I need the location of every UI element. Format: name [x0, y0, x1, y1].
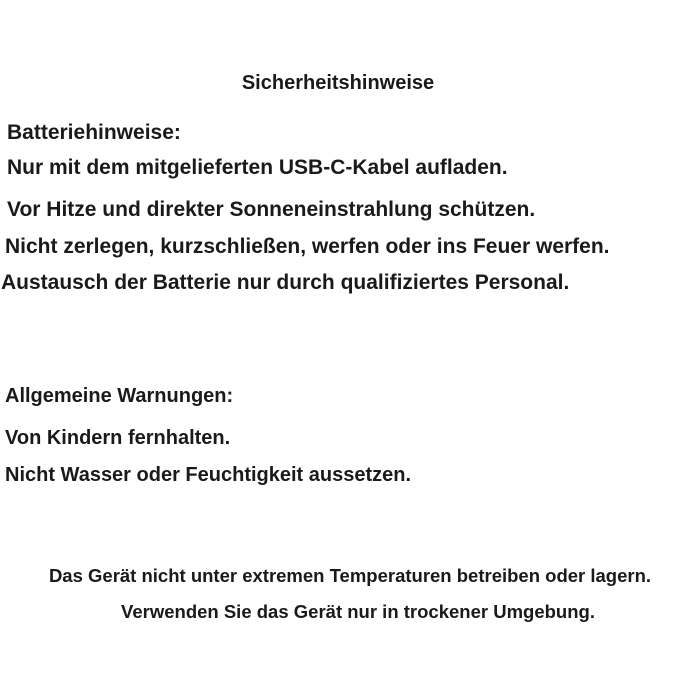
- battery-item: Vor Hitze und direkter Sonneneinstrahlung schützen.: [7, 198, 536, 221]
- page-title: Sicherheitshinweise: [241, 72, 435, 94]
- battery-item: Nicht zerlegen, kurzschließen, werfen oder ins Feuer werfen.: [5, 235, 610, 258]
- battery-item: Nur mit dem mitgelieferten USB-C-Kabel aufladen.: [7, 156, 508, 179]
- footer-line: Das Gerät nicht unter extremen Temperaturen betreiben oder lagern.: [48, 565, 652, 586]
- battery-heading: Batteriehinweise:: [7, 121, 181, 144]
- battery-item: Austausch der Batterie nur durch qualifiziertes Personal.: [1, 271, 570, 294]
- footer-line: Verwenden Sie das Gerät nur in trockener Umgebung.: [121, 601, 595, 622]
- general-item: Nicht Wasser oder Feuchtigkeit aussetzen.: [5, 464, 412, 486]
- general-heading: Allgemeine Warnungen:: [5, 385, 234, 407]
- general-item: Von Kindern fernhalten.: [5, 427, 231, 449]
